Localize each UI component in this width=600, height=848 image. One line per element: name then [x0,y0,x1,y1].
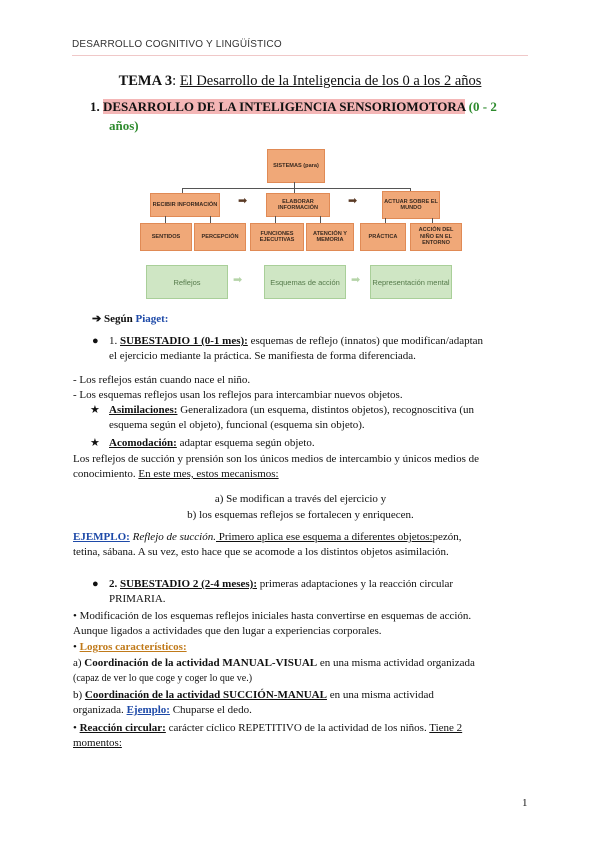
header-divider [72,55,528,56]
diagram-box-sentidos: SENTIDOS [140,223,192,251]
arrow-right-icon: ➡ [238,194,248,207]
ejemplo-italic: Reflejo de succión. [129,531,216,543]
coordA-pre: a) [73,657,85,669]
piaget-label: Según [103,313,136,325]
acomodacion [109,436,528,451]
sub1-number: 1. [109,335,118,347]
reaccion-under-cont: momentos: [73,737,122,749]
reflex-line: - Los reflejos están cuando nace el niño. [73,374,251,386]
ejemplo-paragraph [73,530,528,560]
green-box-representacion: Representación mental [370,265,452,299]
reflejos-paragraph [73,452,528,482]
ejemplo-under: Primero aplica ese esquema a diferentes objetos: [215,531,433,543]
coordB-ejemplo: Ejemplo: [126,704,170,716]
coordB-text: en una misma actividad [326,689,434,701]
reaccion-bullet: • [73,722,80,734]
reaccion-label: Reacción circular: [79,722,166,734]
coordA-text-cont: (capaz de ver lo que coge y coger lo que ve.) [73,673,253,684]
diagram-box-top: SISTEMAS (para) [267,149,325,183]
green-box-esquemas: Esquemas de acción [264,265,346,299]
connector [182,188,410,189]
asim-label: Asimilaciones: [109,404,178,416]
reaccion-under: Tiene 2 [429,722,463,734]
acom-text: adaptar esquema según objeto. [176,437,315,449]
bullet-icon: ● [92,578,99,590]
modificacion-paragraph [73,609,528,639]
sub2-text-cont: PRIMARIA. [109,593,166,605]
arrow-right-icon: ➡ [351,273,361,286]
page-number: 1 [522,797,528,809]
mechanism-line: a) Se modifican a través del ejercicio y [214,493,387,505]
bullet-icon: ● [92,335,99,347]
piaget-line [92,312,547,327]
sub2-title: SUBESTADIO 2 (2-4 meses): [120,578,257,590]
reflex-line: - Los esquemas reflejos usan los reflejos para intercambiar nuevos objetos. [73,389,403,401]
reaccion-circular [73,721,528,751]
sub1-text-cont: el ejercicio mediante la práctica. Se manifiesta de forma diferenciada. [109,350,416,362]
ejemplo-label: EJEMPLO: [73,531,130,543]
connector [275,216,276,223]
arrow-right-icon: ➡ [348,194,358,207]
intelligence-diagram [130,145,470,305]
arrow-right-icon: ➡ [233,273,243,286]
coordB-text-cont: organizada. [73,704,127,716]
reflejos-under: En este mes, estos mecanismos: [138,468,279,480]
piaget-name: Piaget: [135,313,169,325]
diagram-box-accion: ACCIÓN DEL NIÑO EN EL ENTORNO [410,223,462,251]
section-range-cont: años) [109,118,139,133]
arrow-icon: ➔ [92,313,102,325]
subestadio-2 [109,577,528,607]
acom-label: Acomodación: [109,437,177,449]
connector [210,216,211,223]
subestadio-1 [109,334,528,364]
diagram-box-funciones: FUNCIONES EJECUTIVAS [250,223,304,251]
mod-text: • Modificación de los esquemas reflejos iniciales hasta convertirse en esquemas de acción. [73,610,472,622]
sub2-number: 2. [109,578,118,590]
reaccion-text: carácter cíclico REPETITIVO de la actividad de los niños. [165,722,430,734]
star-icon: ★ [90,437,100,449]
ejemplo-text-cont: tetina, sábana. A su vez, esto hace que se acomode a los distintos objetos asimilación. [73,546,449,558]
diagram-box-percepcion: PERCEPCIÓN [194,223,246,251]
star-icon: ★ [90,404,100,416]
diagram-box-actuar: ACTUAR SOBRE EL MUNDO [382,191,440,219]
section-number: 1. [90,99,100,114]
green-box-reflejos: Reflejos [146,265,228,299]
section-label: DESARROLLO DE LA INTELIGENCIA SENSORIOMOTORA [103,99,466,114]
diagram-box-recibir: RECIBIR INFORMACIÓN [150,193,220,217]
page-header: DESARROLLO COGNITIVO Y LINGÜÍSTICO [72,39,282,50]
mechanism-line: b) los esquemas reflejos se fortalecen y enriquecen. [187,509,414,521]
ejemplo-text: pezón, [432,531,462,543]
section-heading [90,97,530,135]
diagram-box-practica: PRÁCTICA [360,223,406,251]
diagram-box-atencion: ATENCIÓN Y MEMORIA [306,223,354,251]
title-text: El Desarrollo de la Inteligencia de los 0 a los 2 años [179,73,482,89]
coordinacion-b [73,688,528,718]
sub2-text: primeras adaptaciones y la reacción circular [257,578,454,590]
reflejos-text: Los reflejos de succión y prensión son los únicos medios de intercambio y únicos medios de [73,453,480,465]
diagram-box-elaborar: ELABORAR INFORMACIÓN [266,193,330,217]
page-title [0,73,600,90]
logros-bullet: • [73,641,80,653]
asim-text: Generalizadora (un esquema, distintos objetos), recognoscitiva (un [177,404,475,416]
coordA-bold: Coordinación de la actividad MANUAL-VISUAL [84,657,318,669]
section-range: (0 - 2 [465,99,497,114]
coordinacion-a [73,656,528,686]
asimilaciones [109,403,528,433]
coordB-text-end: Chuparse el dedo. [169,704,252,716]
connector [320,216,321,223]
coordA-text: en una misma actividad organizada [317,657,475,669]
mod-text-cont: Aunque ligados a actividades que den lugar a experiencias corporales. [73,625,382,637]
logros-label: Logros característicos: [79,641,187,653]
asim-text-cont: esquema según el objeto), funcional (esquema sin objeto). [109,419,365,431]
title-prefix: TEMA 3 [118,73,173,89]
title-sep: : [172,73,180,89]
reflejos-text-cont: conocimiento. [73,468,139,480]
sub1-title: SUBESTADIO 1 (0-1 mes): [120,335,248,347]
connector [165,216,166,223]
logros-heading [73,640,528,655]
sub1-text: esquemas de reflejo (innatos) que modifican/adaptan [247,335,484,347]
coordB-pre: b) [73,689,85,701]
coordB-bold: Coordinación de la actividad SUCCIÓN-MANUAL [84,689,327,701]
